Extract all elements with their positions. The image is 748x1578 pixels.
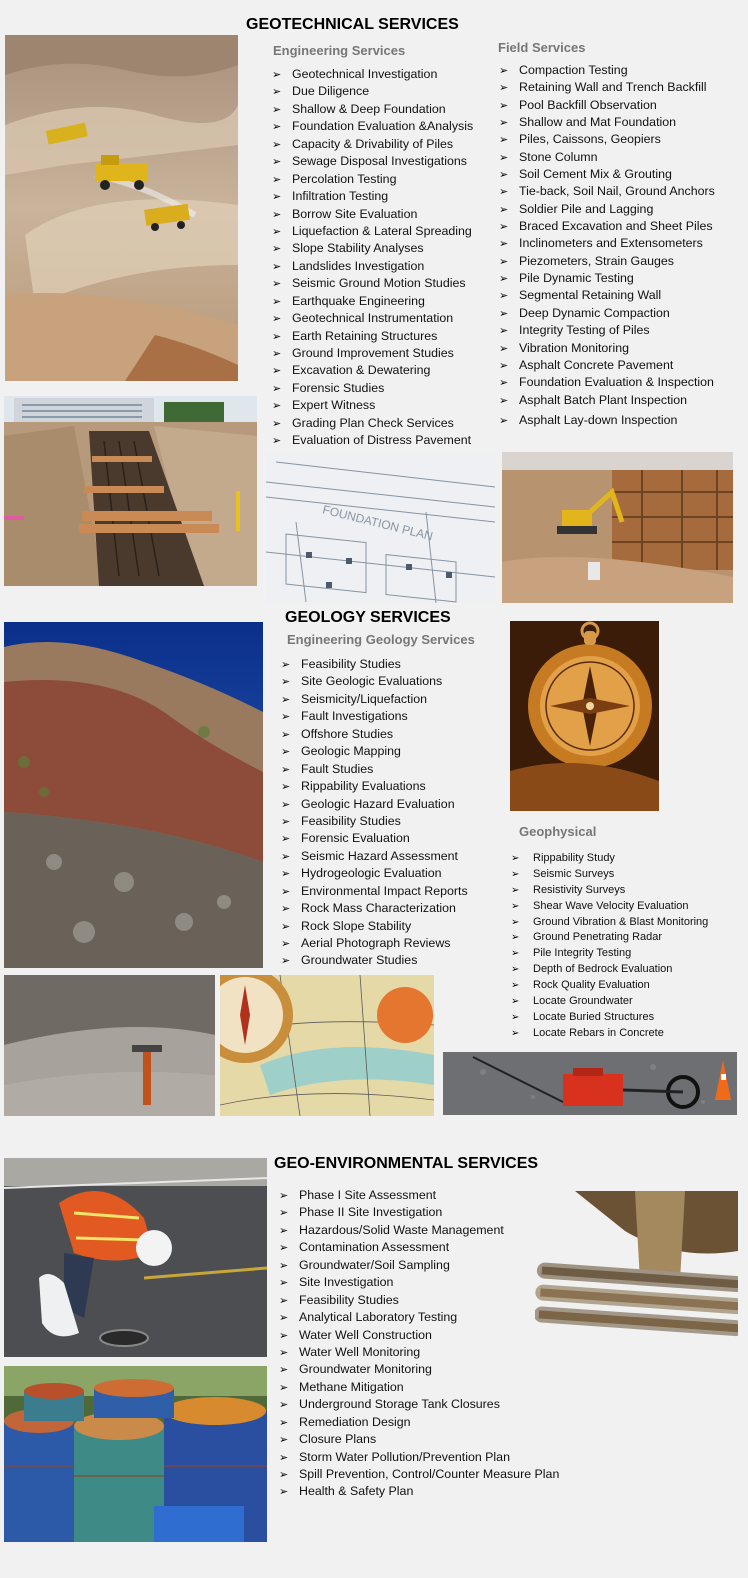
list-item: ➢ Compaction Testing [499, 62, 715, 79]
list-item: ➢ Phase I Site Assessment [279, 1187, 559, 1204]
list-item: ➢ Excavation & Dewatering [272, 362, 473, 379]
compass-photo [510, 621, 659, 811]
list-item: ➢ Geologic Mapping [281, 743, 468, 760]
list-item: ➢ Locate Rebars in Concrete [511, 1026, 708, 1042]
blueprint-photo [266, 452, 495, 603]
list-item: ➢ Pile Dynamic Testing [499, 270, 715, 287]
list-item: ➢ Water Well Monitoring [279, 1344, 559, 1361]
list-item: ➢ Resistivity Surveys [511, 883, 708, 899]
list-item: ➢ Sewage Disposal Investigations [272, 153, 473, 170]
engineering-services-heading: Engineering Services [273, 43, 406, 58]
list-item: ➢ Pool Backfill Observation [499, 97, 715, 114]
earthwork-photo [5, 35, 238, 381]
list-item: ➢ Remediation Design [279, 1414, 559, 1431]
list-item: ➢ Fault Studies [281, 761, 468, 778]
field-services-heading: Field Services [498, 40, 586, 55]
barrels-photo [4, 1366, 267, 1542]
list-item: ➢ Groundwater/Soil Sampling [279, 1257, 559, 1274]
soil-core-photo [535, 1191, 738, 1348]
list-item: ➢ Soldier Pile and Lagging [499, 201, 715, 218]
engineering-geology-list [281, 656, 468, 970]
list-item: ➢ Piles, Caissons, Geopiers [499, 131, 715, 148]
list-item: ➢ Offshore Studies [281, 726, 468, 743]
field-services-list [499, 62, 715, 429]
list-item: ➢ Foundation Evaluation & Inspection [499, 374, 715, 391]
list-item: ➢ Integrity Testing of Piles [499, 322, 715, 339]
list-item: ➢ Hazardous/Solid Waste Management [279, 1222, 559, 1239]
list-item: ➢ Infiltration Testing [272, 188, 473, 205]
hillside-photo [4, 622, 263, 968]
list-item: ➢ Due Diligence [272, 83, 473, 100]
list-item: ➢ Geologic Hazard Evaluation [281, 796, 468, 813]
list-item: ➢ Percolation Testing [272, 171, 473, 188]
blueprint-label: FOUNDATION PLAN [321, 502, 435, 544]
list-item: ➢ Feasibility Studies [281, 656, 468, 673]
list-item: ➢ Capacity & Drivability of Piles [272, 136, 473, 153]
engineering-geology-heading: Engineering Geology Services [287, 632, 475, 647]
list-item: ➢ Grading Plan Check Services [272, 415, 473, 432]
list-item: ➢ Seismic Ground Motion Studies [272, 275, 473, 292]
map-compass-photo [220, 975, 434, 1116]
geotechnical-title: GEOTECHNICAL SERVICES [246, 16, 459, 33]
list-item: ➢ Asphalt Concrete Pavement [499, 357, 715, 374]
list-item: ➢ Retaining Wall and Trench Backfill [499, 79, 715, 96]
excavator-photo [502, 452, 733, 603]
list-item: ➢ Geotechnical Instrumentation [272, 310, 473, 327]
list-item: ➢ Geotechnical Investigation [272, 66, 473, 83]
list-item: ➢ Methane Mitigation [279, 1379, 559, 1396]
list-item: ➢ Piezometers, Strain Gauges [499, 253, 715, 270]
engineering-services-list [272, 66, 473, 450]
list-item: ➢ Underground Storage Tank Closures [279, 1396, 559, 1413]
list-item: ➢ Health & Safety Plan [279, 1483, 559, 1500]
list-item: ➢ Environmental Impact Reports [281, 883, 468, 900]
list-item: ➢ Shear Wave Velocity Evaluation [511, 899, 708, 915]
list-item: ➢ Earthquake Engineering [272, 293, 473, 310]
list-item: ➢ Deep Dynamic Compaction [499, 305, 715, 322]
list-item: ➢ Rock Slope Stability [281, 918, 468, 935]
list-item: ➢ Expert Witness [272, 397, 473, 414]
list-item: ➢ Seismic Surveys [511, 867, 708, 883]
list-item: ➢ Closure Plans [279, 1431, 559, 1448]
geoenvironmental-list [279, 1187, 559, 1501]
list-item: ➢ Hydrogeologic Evaluation [281, 865, 468, 882]
list-item: ➢ Seismic Hazard Assessment [281, 848, 468, 865]
list-item: ➢ Depth of Bedrock Evaluation [511, 962, 708, 978]
list-item: ➢ Contamination Assessment [279, 1239, 559, 1256]
geology-title: GEOLOGY SERVICES [285, 609, 451, 626]
list-item: ➢ Ground Penetrating Radar [511, 930, 708, 946]
list-item: ➢ Braced Excavation and Sheet Piles [499, 218, 715, 235]
geoenvironmental-title: GEO-ENVIRONMENTAL SERVICES [274, 1155, 539, 1172]
list-item: ➢ Tie-back, Soil Nail, Ground Anchors [499, 183, 715, 200]
list-item: ➢ Rock Quality Evaluation [511, 978, 708, 994]
list-item: ➢ Groundwater Monitoring [279, 1361, 559, 1378]
list-item: ➢ Vibration Monitoring [499, 340, 715, 357]
list-item: ➢ Site Geologic Evaluations [281, 673, 468, 690]
list-item: ➢ Rippability Study [511, 851, 708, 867]
list-item: ➢ Storm Water Pollution/Prevention Plan [279, 1449, 559, 1466]
list-item: ➢ Site Investigation [279, 1274, 559, 1291]
list-item: ➢ Forensic Evaluation [281, 830, 468, 847]
list-item: ➢ Pile Integrity Testing [511, 946, 708, 962]
list-item: ➢ Analytical Laboratory Testing [279, 1309, 559, 1326]
list-item: ➢ Shallow & Deep Foundation [272, 101, 473, 118]
list-item: ➢ Evaluation of Distress Pavement [272, 432, 473, 449]
list-item: ➢ Water Well Construction [279, 1327, 559, 1344]
list-item: ➢ Inclinometers and Extensometers [499, 235, 715, 252]
list-item: ➢ Locate Groundwater [511, 994, 708, 1010]
list-item: ➢ Segmental Retaining Wall [499, 287, 715, 304]
list-item: ➢ Phase II Site Investigation [279, 1204, 559, 1221]
list-item: ➢ Asphalt Batch Plant Inspection [499, 392, 715, 409]
gpr-equipment-photo [443, 1052, 737, 1115]
trench-photo [4, 396, 257, 586]
list-item: ➢ Earth Retaining Structures [272, 328, 473, 345]
list-item: ➢ Groundwater Studies [281, 952, 468, 969]
list-item: ➢ Spill Prevention, Control/Counter Measure Plan [279, 1466, 559, 1483]
rock-hammer-photo [4, 975, 215, 1116]
list-item: ➢ Ground Improvement Studies [272, 345, 473, 362]
list-item: ➢ Forensic Studies [272, 380, 473, 397]
geophysical-heading: Geophysical [519, 824, 597, 839]
list-item: ➢ Foundation Evaluation &Analysis [272, 118, 473, 135]
worker-sampling-photo [4, 1158, 267, 1357]
list-item: ➢ Feasibility Studies [279, 1292, 559, 1309]
list-item: ➢ Rippability Evaluations [281, 778, 468, 795]
list-item: ➢ Slope Stability Analyses [272, 240, 473, 257]
list-item: ➢ Rock Mass Characterization [281, 900, 468, 917]
list-item: ➢ Stone Column [499, 149, 715, 166]
list-item: ➢ Ground Vibration & Blast Monitoring [511, 915, 708, 931]
list-item: ➢ Liquefaction & Lateral Spreading [272, 223, 473, 240]
list-item: ➢ Borrow Site Evaluation [272, 206, 473, 223]
list-item: ➢ Shallow and Mat Foundation [499, 114, 715, 131]
list-item: ➢ Feasibility Studies [281, 813, 468, 830]
list-item: ➢ Fault Investigations [281, 708, 468, 725]
list-item: ➢ Soil Cement Mix & Grouting [499, 166, 715, 183]
list-item: ➢ Landslides Investigation [272, 258, 473, 275]
list-item: ➢ Seismicity/Liquefaction [281, 691, 468, 708]
list-item: ➢ Asphalt Lay-down Inspection [499, 412, 715, 429]
geophysical-list [511, 851, 708, 1042]
list-item: ➢ Aerial Photograph Reviews [281, 935, 468, 952]
list-item: ➢ Locate Buried Structures [511, 1010, 708, 1026]
